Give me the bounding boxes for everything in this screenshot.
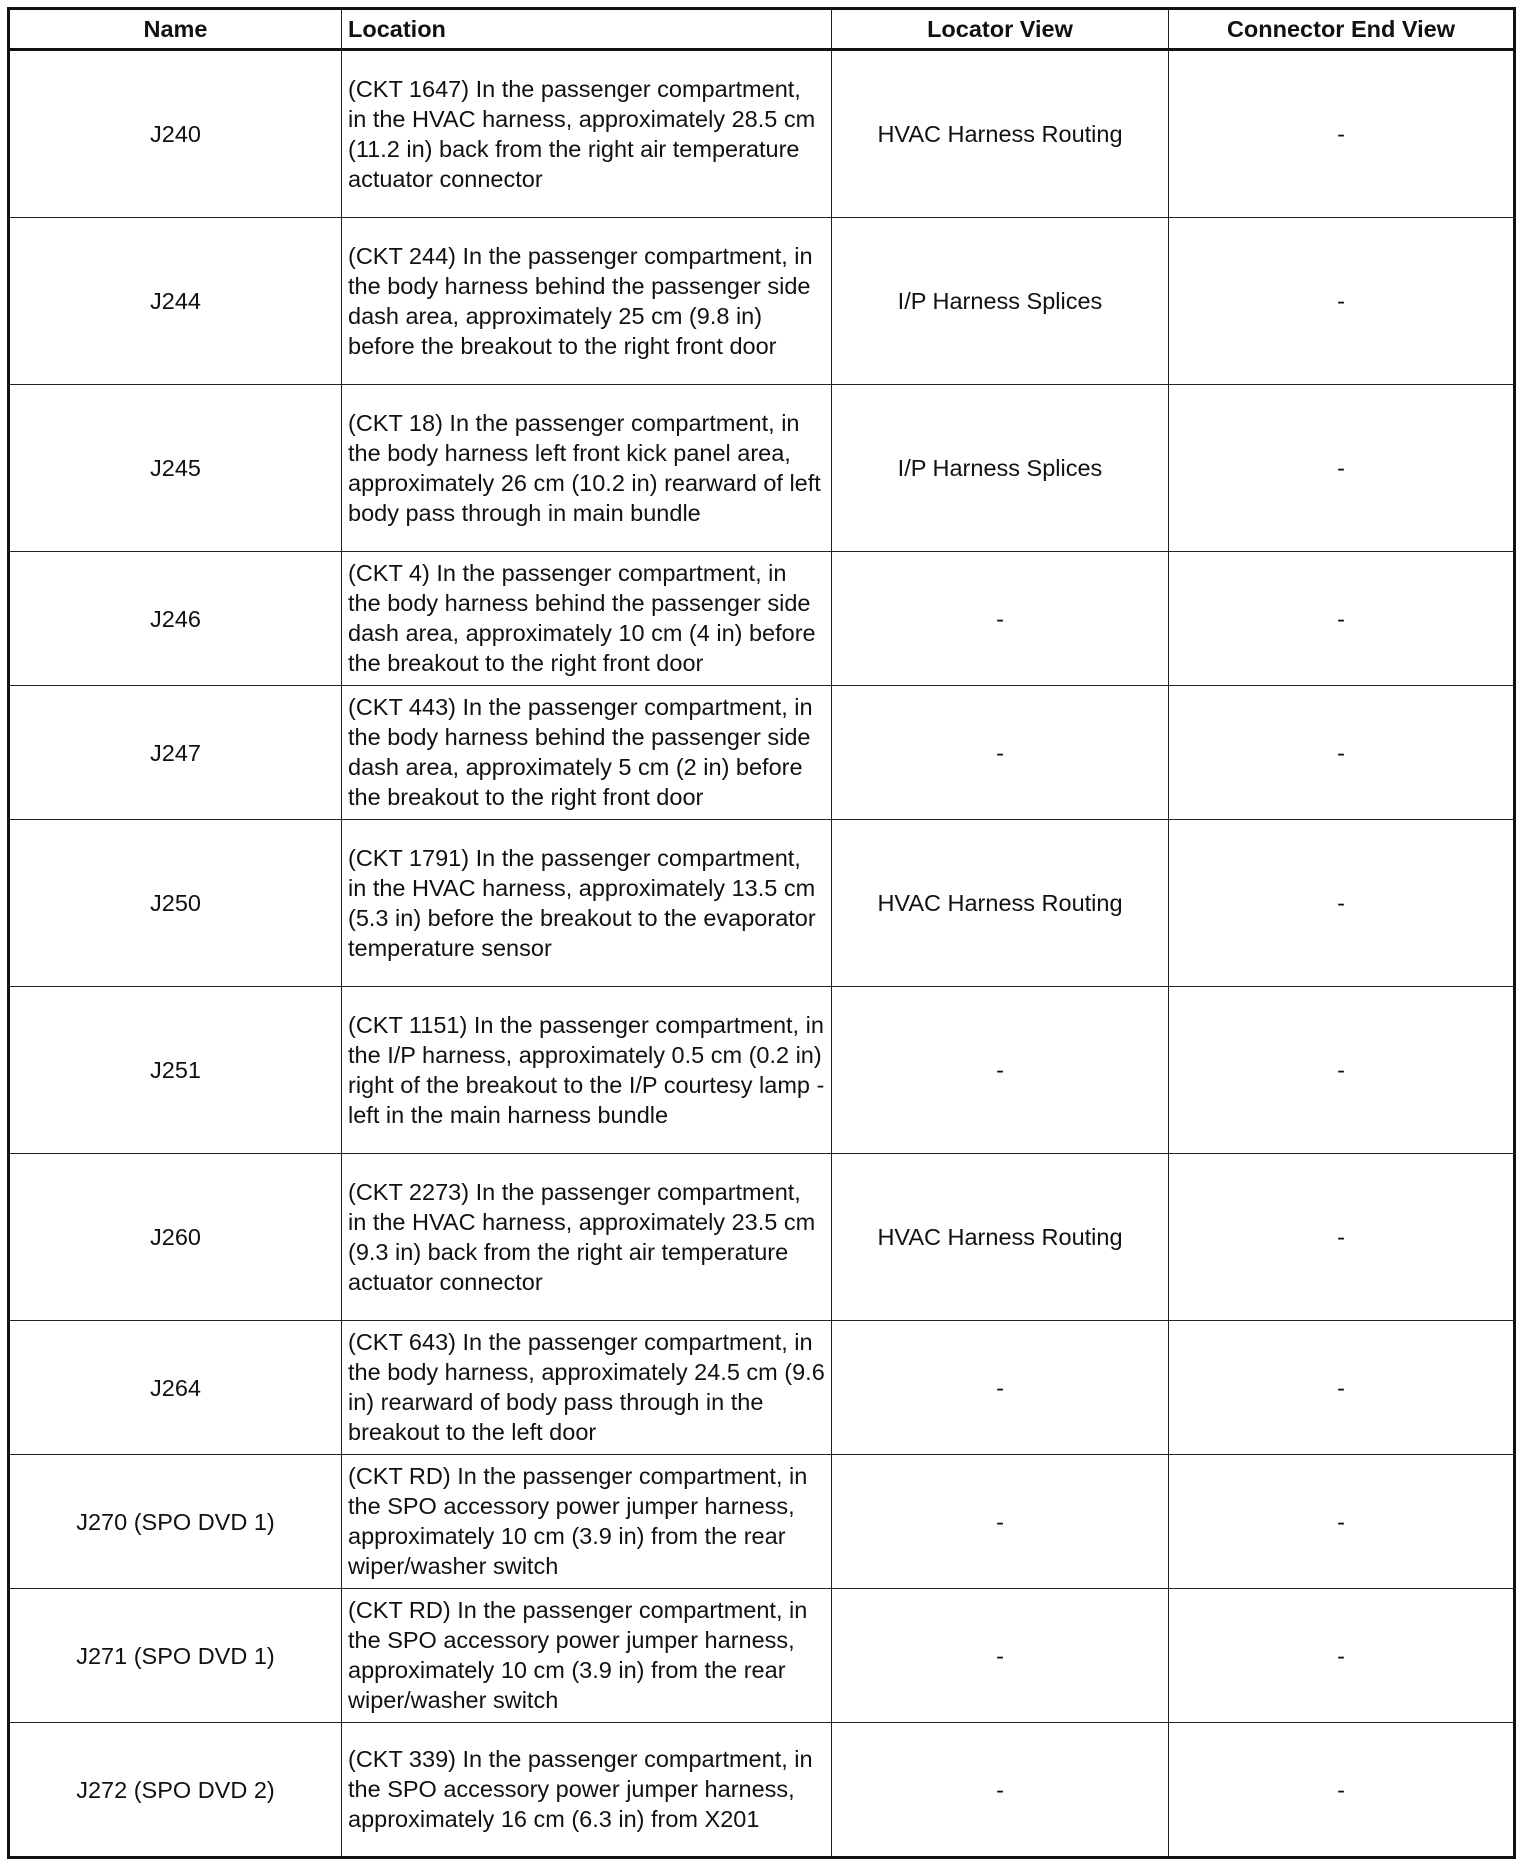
table-row: [9, 686, 1515, 820]
splice-name: J264: [9, 1321, 342, 1455]
header-name: Name: [9, 9, 342, 50]
splice-name: J271 (SPO DVD 1): [9, 1589, 342, 1723]
connector-end-view: -: [1169, 552, 1515, 686]
splice-location-table: [7, 7, 1516, 1859]
table-row: [9, 385, 1515, 552]
table-row: [9, 1154, 1515, 1321]
locator-view: HVAC Harness Routing: [832, 820, 1169, 987]
locator-view: -: [832, 1723, 1169, 1858]
splice-location: (CKT 2273) In the passenger compartment, in the HVAC harness, approximately 23.5 cm (9.3 in) back from the right air temperature actuator connector: [342, 1154, 832, 1321]
table-row: [9, 820, 1515, 987]
splice-location: (CKT 244) In the passenger compartment, in the body harness behind the passenger side dash area, approximately 25 cm (9.8 in) before the breakout to the right front door: [342, 218, 832, 385]
splice-location: (CKT 643) In the passenger compartment, in the body harness, approximately 24.5 cm (9.6 in) rearward of body pass through in the breakout to the left door: [342, 1321, 832, 1455]
table-header-row: [9, 9, 1515, 50]
locator-view: HVAC Harness Routing: [832, 50, 1169, 218]
locator-view: HVAC Harness Routing: [832, 1154, 1169, 1321]
connector-end-view: -: [1169, 820, 1515, 987]
locator-view: -: [832, 686, 1169, 820]
connector-end-view: -: [1169, 1589, 1515, 1723]
splice-name: J244: [9, 218, 342, 385]
splice-name: J247: [9, 686, 342, 820]
table-row: [9, 50, 1515, 218]
splice-location: (CKT RD) In the passenger compartment, in the SPO accessory power jumper harness, approximately 10 cm (3.9 in) from the rear wiper/washer switch: [342, 1455, 832, 1589]
table-row: [9, 1455, 1515, 1589]
locator-view: -: [832, 987, 1169, 1154]
splice-name: J260: [9, 1154, 342, 1321]
splice-location: (CKT 339) In the passenger compartment, in the SPO accessory power jumper harness, approximately 16 cm (6.3 in) from X201: [342, 1723, 832, 1858]
splice-name: J270 (SPO DVD 1): [9, 1455, 342, 1589]
splice-location: (CKT 4) In the passenger compartment, in the body harness behind the passenger side dash area, approximately 10 cm (4 in) before the breakout to the right front door: [342, 552, 832, 686]
header-connector-end-view: Connector End View: [1169, 9, 1515, 50]
locator-view: -: [832, 1321, 1169, 1455]
locator-view: -: [832, 552, 1169, 686]
table-row: [9, 552, 1515, 686]
connector-end-view: -: [1169, 1723, 1515, 1858]
splice-name: J240: [9, 50, 342, 218]
splice-name: J250: [9, 820, 342, 987]
locator-view: I/P Harness Splices: [832, 218, 1169, 385]
splice-name: J272 (SPO DVD 2): [9, 1723, 342, 1858]
locator-view: -: [832, 1455, 1169, 1589]
header-location: Location: [342, 9, 832, 50]
splice-location: (CKT 443) In the passenger compartment, in the body harness behind the passenger side dash area, approximately 5 cm (2 in) before the breakout to the right front door: [342, 686, 832, 820]
table-row: [9, 987, 1515, 1154]
splice-location: (CKT RD) In the passenger compartment, in the SPO accessory power jumper harness, approximately 10 cm (3.9 in) from the rear wiper/washer switch: [342, 1589, 832, 1723]
connector-end-view: -: [1169, 385, 1515, 552]
connector-end-view: -: [1169, 218, 1515, 385]
locator-view: I/P Harness Splices: [832, 385, 1169, 552]
splice-name: J245: [9, 385, 342, 552]
table-row: [9, 218, 1515, 385]
splice-location: (CKT 1791) In the passenger compartment, in the HVAC harness, approximately 13.5 cm (5.3 in) before the breakout to the evaporator temperature sensor: [342, 820, 832, 987]
connector-end-view: -: [1169, 686, 1515, 820]
locator-view: -: [832, 1589, 1169, 1723]
splice-location: (CKT 1151) In the passenger compartment, in the I/P harness, approximately 0.5 cm (0.2 in) right of the breakout to the I/P courtesy lamp - left in the main harness bundle: [342, 987, 832, 1154]
table-row: [9, 1589, 1515, 1723]
connector-end-view: -: [1169, 1455, 1515, 1589]
connector-end-view: -: [1169, 1321, 1515, 1455]
table-row: [9, 1723, 1515, 1858]
splice-location: (CKT 18) In the passenger compartment, in the body harness left front kick panel area, approximately 26 cm (10.2 in) rearward of left body pass through in main bundle: [342, 385, 832, 552]
connector-end-view: -: [1169, 50, 1515, 218]
splice-name: J251: [9, 987, 342, 1154]
header-locator-view: Locator View: [832, 9, 1169, 50]
table-row: [9, 1321, 1515, 1455]
connector-end-view: -: [1169, 987, 1515, 1154]
splice-name: J246: [9, 552, 342, 686]
splice-location: (CKT 1647) In the passenger compartment, in the HVAC harness, approximately 28.5 cm (11.2 in) back from the right air temperature actuator connector: [342, 50, 832, 218]
connector-end-view: -: [1169, 1154, 1515, 1321]
